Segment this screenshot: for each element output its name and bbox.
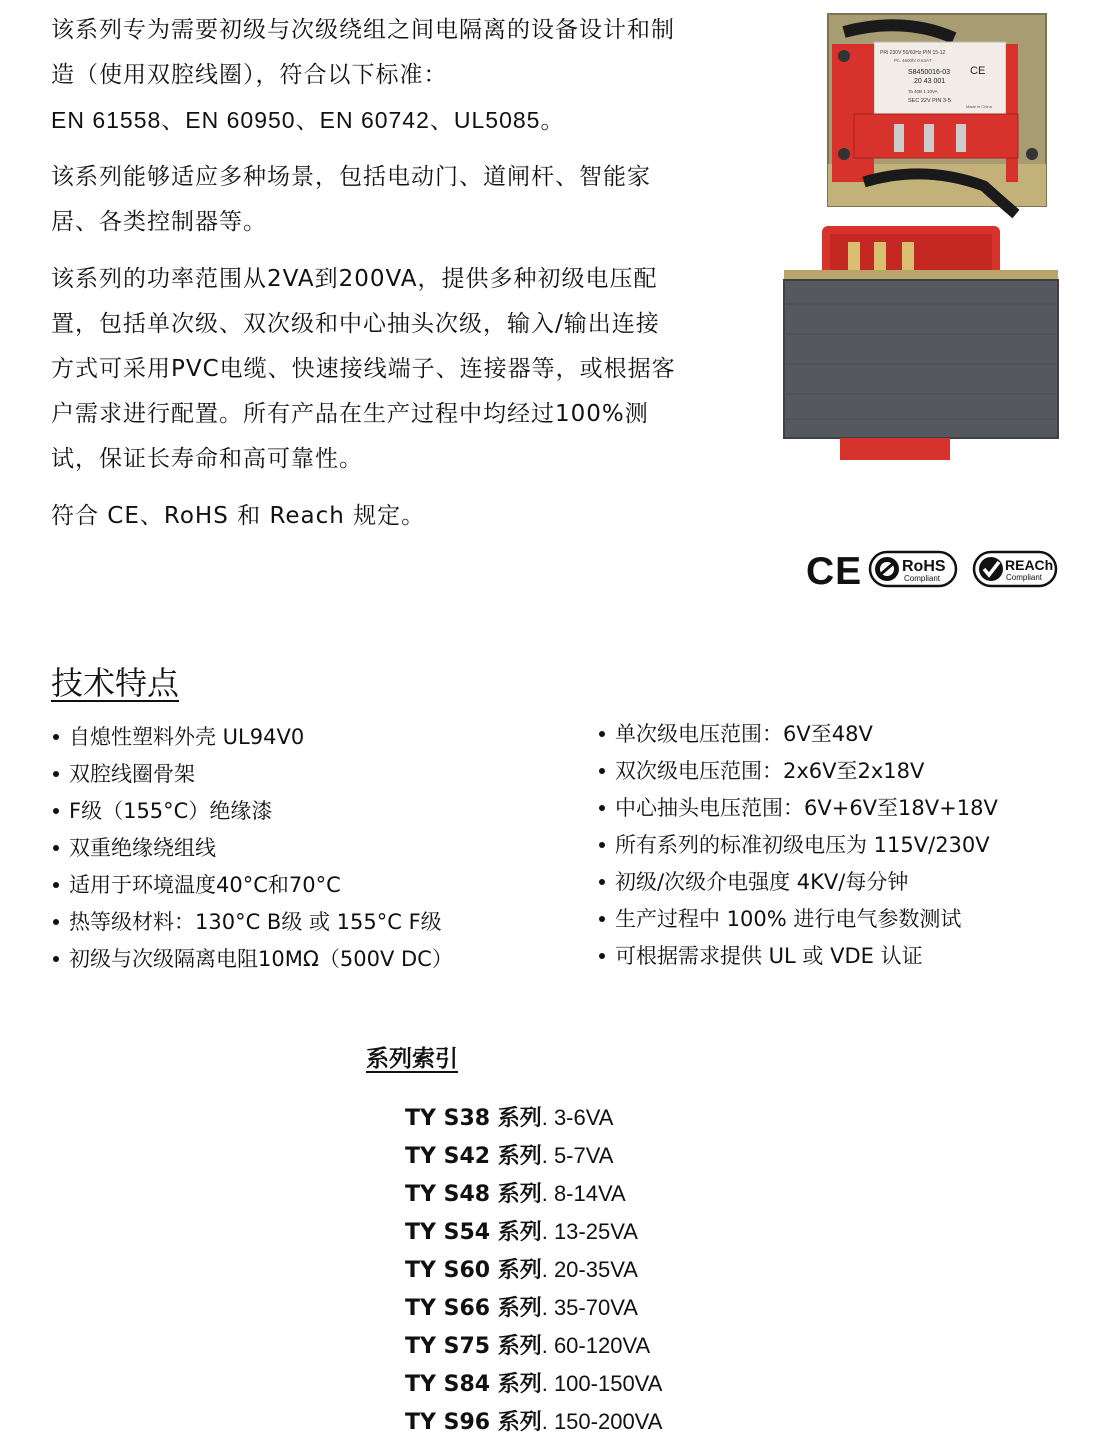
series-name: TY S75 系列 bbox=[405, 1334, 542, 1359]
feature-item bbox=[51, 830, 453, 867]
series-item bbox=[405, 1327, 662, 1365]
reach-compliant-text: Compliant bbox=[1006, 573, 1043, 582]
series-item bbox=[405, 1403, 662, 1441]
compliance-line: 符合 CE、RoHS 和 Reach 规定。 bbox=[51, 503, 426, 529]
rohs-compliant-icon bbox=[868, 548, 958, 590]
series-item bbox=[405, 1289, 662, 1327]
intro-line: 该系列专为需要初级与次级绕组之间电隔离的设备设计和制 bbox=[51, 17, 675, 43]
feature-item bbox=[597, 938, 998, 975]
intro-line: 置，包括单次级、双次级和中心抽头次级，输入/输出连接 bbox=[51, 311, 660, 337]
bullet-icon bbox=[53, 734, 59, 740]
feature-item bbox=[597, 753, 998, 790]
feature-text: 适用于环境温度40°C和70°C bbox=[69, 873, 341, 897]
feature-item bbox=[51, 904, 453, 941]
bullet-icon bbox=[599, 842, 605, 848]
intro-line: 造（使用双腔线圈），符合以下标准： bbox=[51, 62, 448, 88]
intro-line: 该系列能够适应多种场景，包括电动门、道闸杆、智能家 bbox=[51, 164, 651, 190]
series-name: TY S66 系列 bbox=[405, 1296, 542, 1321]
feature-text: 双腔线圈骨架 bbox=[69, 762, 195, 786]
series-range: . 35-70VA bbox=[541, 1295, 638, 1320]
intro-line: 该系列的功率范围从2VA到200VA，提供多种初级电压配 bbox=[51, 266, 658, 292]
label-origin-text: Made in China bbox=[966, 104, 992, 109]
bullet-icon bbox=[599, 879, 605, 885]
ce-mark-icon bbox=[806, 548, 863, 593]
label-sec-text: SEC 22V PIN 3-5 bbox=[908, 98, 951, 104]
series-name: TY S60 系列 bbox=[405, 1258, 542, 1283]
series-name: TY S48 系列 bbox=[405, 1182, 542, 1207]
label-code-text: S8450016-03 bbox=[908, 69, 951, 76]
rohs-text: RoHS bbox=[902, 558, 946, 575]
bullet-icon bbox=[53, 919, 59, 925]
series-range: . 13-25VA bbox=[541, 1219, 638, 1244]
feature-text: 生产过程中 100% 进行电气参数测试 bbox=[615, 907, 962, 931]
feature-text: 双重绝缘绕组线 bbox=[69, 836, 216, 860]
feature-text: 热等级材料：130°C B级 或 155°C F级 bbox=[69, 910, 442, 934]
feature-text: 所有系列的标准初级电压为 115V/230V bbox=[615, 833, 990, 857]
standards-line: EN 61558、EN 60950、EN 60742、UL5085。 bbox=[51, 107, 565, 133]
intro-line: 试，保证长寿命和高可靠性。 bbox=[51, 446, 363, 472]
series-item bbox=[405, 1251, 662, 1289]
series-index-list bbox=[405, 1099, 662, 1441]
feature-item bbox=[597, 790, 998, 827]
feature-item bbox=[51, 756, 453, 793]
feature-item bbox=[51, 793, 453, 830]
ce-mark-text: CE bbox=[806, 550, 863, 593]
series-name: TY S38 系列 bbox=[405, 1106, 542, 1131]
series-range: . 5-7VA bbox=[541, 1143, 614, 1168]
feature-text: 单次级电压范围：6V至48V bbox=[615, 722, 873, 746]
transformer-photo bbox=[784, 14, 1060, 462]
tech-features-title: 技术特点 bbox=[51, 664, 180, 702]
certification-logos bbox=[806, 548, 1058, 593]
bullet-icon bbox=[53, 845, 59, 851]
series-range: . 100-150VA bbox=[541, 1371, 663, 1396]
series-name: TY S42 系列 bbox=[405, 1144, 542, 1169]
series-range: . 20-35VA bbox=[541, 1257, 638, 1282]
feature-item bbox=[597, 864, 998, 901]
rohs-compliant-text: Compliant bbox=[904, 574, 941, 583]
series-index-title: 系列索引 bbox=[366, 1046, 458, 1072]
feature-text: 双次级电压范围：2x6V至2x18V bbox=[615, 759, 925, 783]
bullet-icon bbox=[599, 768, 605, 774]
label-number-text: 20 43 001 bbox=[914, 78, 946, 85]
bullet-icon bbox=[599, 805, 605, 811]
intro-line: 居、各类控制器等。 bbox=[51, 209, 267, 235]
series-range: . 8-14VA bbox=[541, 1181, 626, 1206]
series-item bbox=[405, 1137, 662, 1175]
bullet-icon bbox=[53, 808, 59, 814]
series-item bbox=[405, 1213, 662, 1251]
series-item bbox=[405, 1175, 662, 1213]
feature-item bbox=[597, 827, 998, 864]
bullet-icon bbox=[599, 916, 605, 922]
series-range: . 3-6VA bbox=[541, 1105, 614, 1130]
series-item bbox=[405, 1365, 662, 1403]
bullet-icon bbox=[53, 771, 59, 777]
label-rating-text: Ta 40B 1 10VA bbox=[908, 89, 938, 94]
features-list-left bbox=[51, 719, 453, 978]
intro-text bbox=[51, 8, 741, 539]
intro-line: 户需求进行配置。所有产品在生产过程中均经过100%测 bbox=[51, 401, 649, 427]
feature-item bbox=[51, 867, 453, 904]
reach-text: REACh bbox=[1005, 557, 1054, 573]
series-name: TY S54 系列 bbox=[405, 1220, 542, 1245]
feature-text: 中心抽头电压范围：6V+6V至18V+18V bbox=[615, 796, 998, 820]
feature-text: F级（155°C）绝缘漆 bbox=[69, 799, 273, 823]
bullet-icon bbox=[53, 956, 59, 962]
series-name: TY S96 系列 bbox=[405, 1410, 542, 1435]
series-range: . 150-200VA bbox=[541, 1409, 663, 1434]
label-pri-text: PRI 230V 50/60Hz PIN 15-12 bbox=[880, 50, 946, 56]
features-list-right bbox=[597, 716, 998, 975]
feature-item bbox=[51, 719, 453, 756]
reach-compliant-icon bbox=[972, 548, 1058, 590]
feature-text: 初级/次级介电强度 4KV/每分钟 bbox=[615, 870, 909, 894]
series-range: . 60-120VA bbox=[541, 1333, 651, 1358]
bullet-icon bbox=[599, 731, 605, 737]
series-item bbox=[405, 1099, 662, 1137]
series-name: TY S84 系列 bbox=[405, 1372, 542, 1397]
bullet-icon bbox=[53, 882, 59, 888]
feature-item bbox=[597, 716, 998, 753]
label-ce-text: CE bbox=[970, 65, 986, 77]
bullet-icon bbox=[599, 953, 605, 959]
feature-text: 自熄性塑料外壳 UL94V0 bbox=[69, 725, 305, 749]
feature-text: 初级与次级隔离电阻10MΩ（500V DC） bbox=[69, 947, 453, 971]
intro-line: 方式可采用PVC电缆、快速接线端子、连接器等，或根据客 bbox=[51, 356, 676, 382]
feature-item bbox=[597, 901, 998, 938]
feature-item bbox=[51, 941, 453, 978]
feature-text: 可根据需求提供 UL 或 VDE 认证 bbox=[615, 944, 923, 968]
label-fuse-text: Pri. 4600hr 0.63AT bbox=[894, 58, 932, 63]
